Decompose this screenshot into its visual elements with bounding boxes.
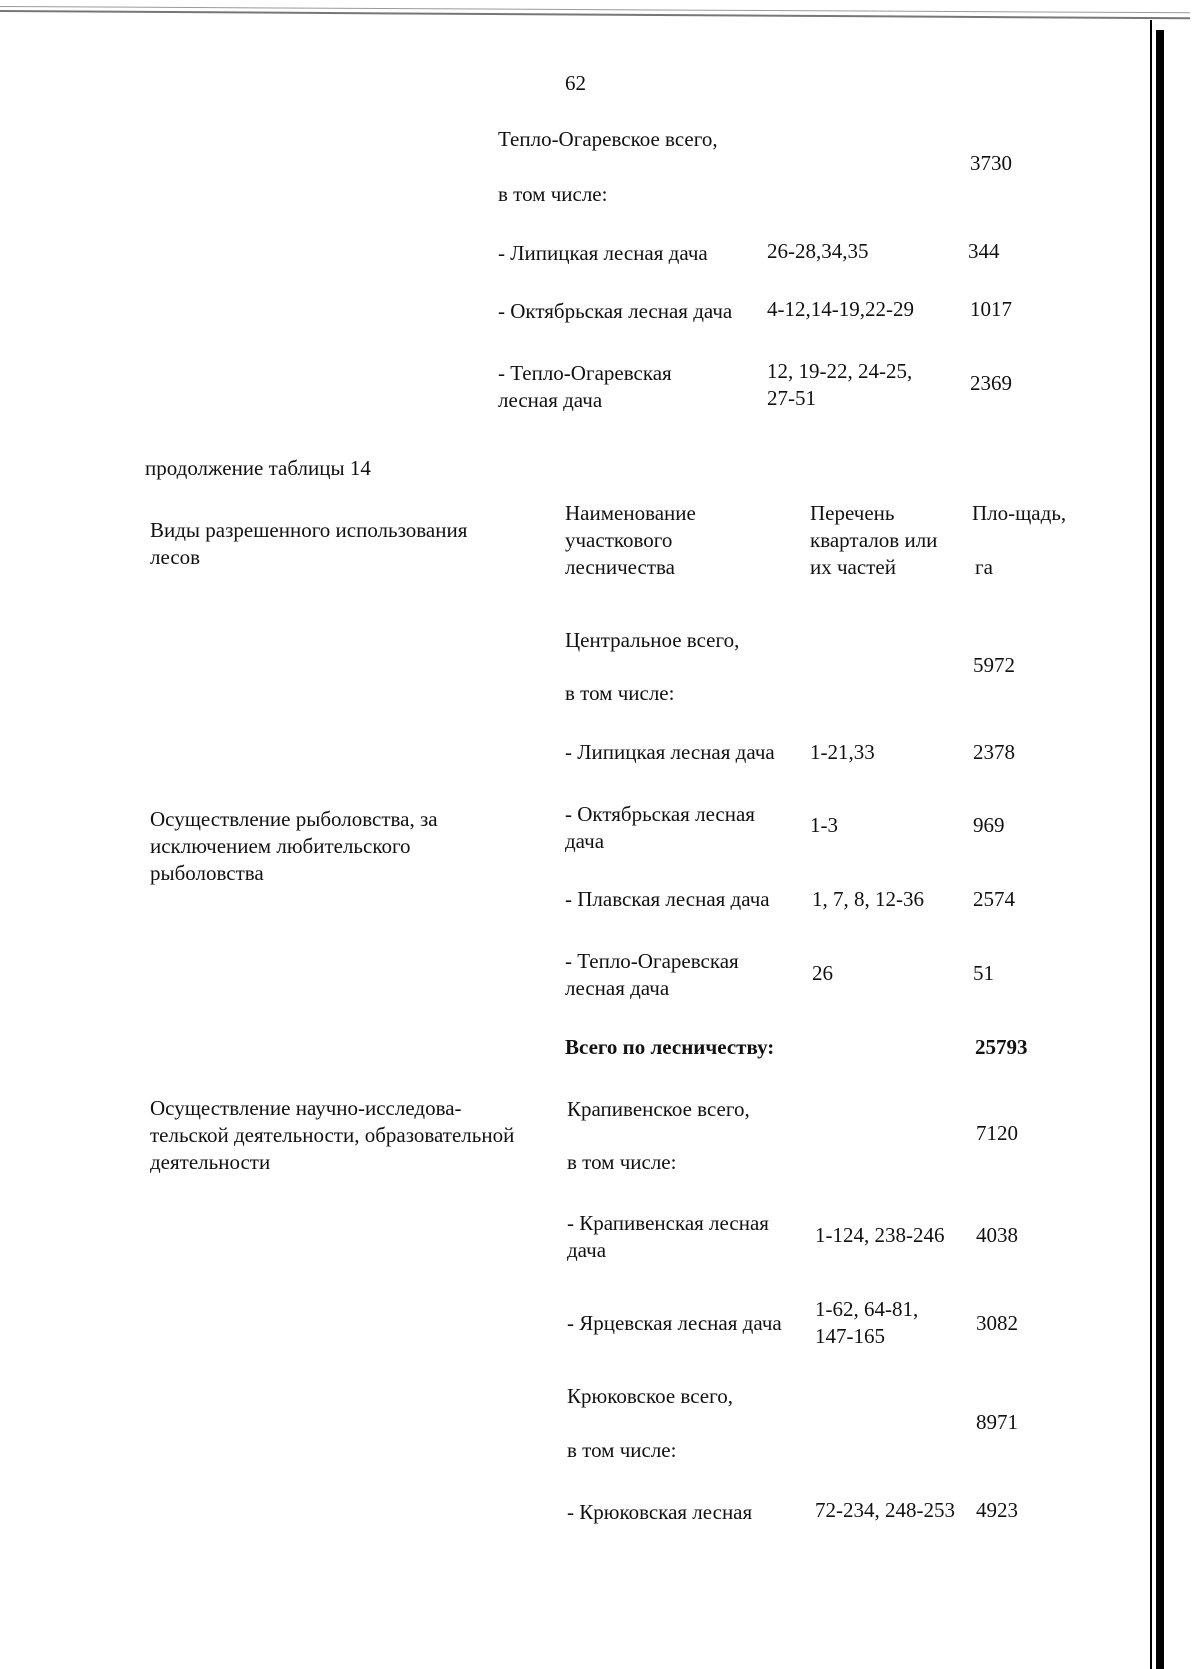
forest-dacha-name: - Липицкая лесная дача: [498, 241, 708, 265]
including-label: в том числе:: [565, 681, 675, 705]
quarters-list: 1-62, 64-81,: [815, 1297, 919, 1321]
quarters-list: 26: [812, 961, 833, 985]
quarters-list: 1-21,33: [810, 740, 875, 764]
forest-dacha-name: - Октябрьская лесная: [565, 802, 755, 826]
district-total-label: Крюковское всего,: [567, 1384, 733, 1408]
area-value: 969: [973, 813, 1005, 837]
page-number: 62: [565, 71, 586, 95]
column-header-forestry: Наименование: [565, 501, 696, 525]
forest-dacha-name: лесная дача: [565, 976, 670, 1000]
column-header-use-type: лесов: [150, 545, 201, 569]
column-header-use-type: Виды разрешенного использования: [150, 518, 468, 542]
forestry-total-area: 25793: [975, 1035, 1028, 1059]
forest-dacha-name: - Липицкая лесная дача: [565, 740, 775, 764]
district-total-label: Крапивенское всего,: [567, 1097, 750, 1121]
use-type-research: Осуществление научно-исследова-: [150, 1096, 462, 1120]
scan-edge-shadow: [1156, 30, 1164, 1669]
quarters-list: 1, 7, 8, 12-36: [812, 887, 924, 911]
area-value: 51: [973, 961, 994, 985]
column-header-forestry: лесничества: [565, 555, 675, 579]
forest-dacha-name: дача: [567, 1238, 607, 1262]
use-type-fishing: рыболовства: [150, 861, 264, 885]
use-type-research: деятельности: [150, 1150, 271, 1174]
including-label: в том числе:: [567, 1150, 677, 1174]
column-header-quarters: их частей: [810, 555, 896, 579]
district-total-area: 3730: [970, 151, 1012, 175]
forest-dacha-name: - Тепло-Огаревская: [498, 361, 672, 385]
district-total-area: 5972: [973, 653, 1015, 677]
forest-dacha-name: - Тепло-Огаревская: [565, 949, 739, 973]
scan-edge-shadow: [1150, 20, 1152, 1669]
forest-dacha-name: - Октябрьская лесная дача: [498, 299, 733, 323]
column-header-area: Пло-щадь,: [972, 501, 1067, 525]
quarters-list: 26-28,34,35: [767, 239, 869, 263]
area-value: 1017: [970, 297, 1012, 321]
district-total-area: 7120: [976, 1121, 1018, 1145]
forest-dacha-name: - Крапивенская лесная: [567, 1211, 769, 1235]
column-header-quarters: Перечень: [810, 501, 895, 525]
use-type-fishing: Осуществление рыболовства, за: [150, 807, 438, 831]
forest-dacha-name: - Плавская лесная дача: [565, 887, 770, 911]
quarters-list: 4-12,14-19,22-29: [767, 297, 914, 321]
quarters-list: 1-124, 238-246: [815, 1223, 945, 1247]
table-continuation-caption: продолжение таблицы 14: [145, 456, 371, 480]
forest-dacha-name: - Крюковская лесная: [567, 1500, 753, 1524]
column-header-forestry: участкового: [565, 528, 673, 552]
area-value: 3082: [976, 1311, 1018, 1335]
district-total-label: Тепло-Огаревское всего,: [498, 127, 718, 151]
quarters-list: 27-51: [767, 386, 816, 410]
forest-dacha-name: лесная дача: [498, 388, 603, 412]
area-value: 2369: [970, 371, 1012, 395]
area-value: 2378: [973, 740, 1015, 764]
use-type-fishing: исключением любительского: [150, 834, 411, 858]
area-value: 4038: [976, 1223, 1018, 1247]
district-total-area: 8971: [976, 1410, 1018, 1434]
including-label: в том числе:: [498, 182, 608, 206]
quarters-list: 72-234, 248-253: [815, 1498, 955, 1522]
area-value: 2574: [973, 887, 1015, 911]
column-header-quarters: кварталов или: [810, 528, 938, 552]
area-value: 344: [968, 239, 1000, 263]
forest-dacha-name: дача: [565, 829, 605, 853]
forestry-total-label: Всего по лесничеству:: [565, 1035, 775, 1059]
column-header-area: га: [975, 555, 993, 579]
forest-dacha-name: - Ярцевская лесная дача: [567, 1311, 782, 1335]
area-value: 4923: [976, 1498, 1018, 1522]
quarters-list: 147-165: [815, 1324, 885, 1348]
including-label: в том числе:: [567, 1438, 677, 1462]
use-type-research: тельской деятельности, образовательной: [150, 1123, 515, 1147]
quarters-list: 1-3: [810, 813, 838, 837]
quarters-list: 12, 19-22, 24-25,: [767, 359, 913, 383]
district-total-label: Центральное всего,: [565, 628, 740, 652]
